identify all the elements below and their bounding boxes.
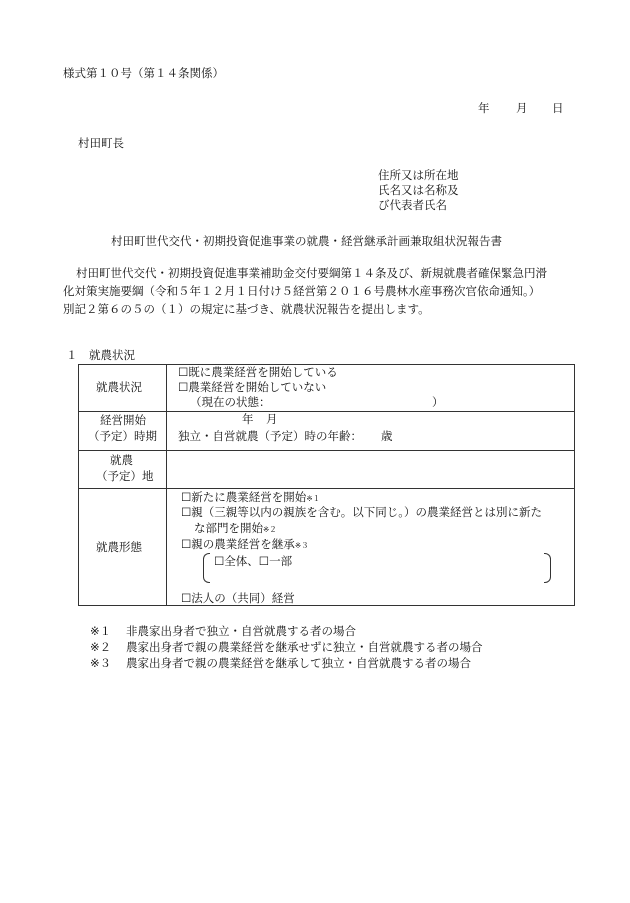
inherit-scope-checkboxes[interactable]: ☐全体、☐一部 — [214, 554, 293, 568]
row-start-label-line1: 経営開始 — [100, 413, 146, 427]
start-month-label: 月 — [266, 412, 278, 426]
document-title: 村田町世代交代・初期投資促進事業の就農・経営継承計画兼取組状況報告書 — [111, 234, 502, 248]
section1-heading: １ 就農状況 — [66, 348, 135, 362]
current-state-open: （現在の状態： — [190, 395, 271, 409]
form-option-new-checkbox[interactable] — [181, 492, 320, 504]
footnote-text: 農家出身者で親の農業経営を継承して独立・自営就農する者の場合 — [126, 656, 471, 670]
applicant-name-label-line1: 氏名又は名称及 — [378, 183, 459, 197]
date-year-label: 年 — [478, 101, 490, 115]
row-location-label-line1: 就農 — [110, 453, 133, 467]
form-option-inherit-note: ※３ — [294, 541, 309, 550]
form-option-separate-line2 — [194, 523, 277, 535]
body-text-line3: 別記２第６の５の（１）の規定に基づき、就農状況報告を提出します。 — [63, 302, 430, 316]
body-text-line2: 化対策実施要綱（令和５年１２月１日付け５経営第２０１６号農林水産事務次官依命通知。） — [63, 284, 541, 298]
status-option-not-started-checkbox[interactable]: ☐農業経営を開始していない — [178, 380, 327, 394]
row-location-label-line2: （予定）地 — [96, 469, 154, 483]
form-option-separate-note: ※２ — [263, 525, 277, 534]
applicant-name-label-line2: び代表者氏名 — [378, 198, 447, 212]
form-option-corporate-checkbox[interactable]: ☐法人の（共同）経営 — [181, 591, 295, 605]
row-form-label: 就農形態 — [96, 540, 142, 554]
current-state-close: ） — [432, 395, 444, 409]
status-option-started-checkbox[interactable]: ☐既に農業経営を開始している — [178, 365, 338, 379]
right-bracket — [544, 553, 551, 583]
start-age-unit: 歳 — [381, 429, 393, 443]
footnote-text: 非農家出身者で独立・自営就農する者の場合 — [126, 624, 356, 638]
footnote-mark: ※１ — [90, 624, 112, 638]
form-option-new-note: ※１ — [306, 494, 321, 503]
start-age-label: 独立・自営就農（予定）時の年齢： — [178, 429, 362, 443]
date-day-label: 日 — [552, 101, 564, 115]
addressee: 村田町長 — [78, 136, 124, 150]
body-text-line1: 村田町世代交代・初期投資促進事業補助金交付要綱第１４条及び、新規就農者確保緊急円滑 — [76, 266, 548, 280]
row-status-label: 就農状況 — [96, 380, 142, 394]
form-number: 様式第１０号（第１４条関係） — [63, 66, 224, 80]
form-option-new-label: ☐新たに農業経営を開始 — [181, 490, 307, 504]
footnote-text: 農家出身者で親の農業経営を継承せずに独立・自営就農する者の場合 — [126, 640, 483, 654]
footnote-mark: ※２ — [90, 640, 112, 654]
footnote-mark: ※３ — [90, 656, 112, 670]
start-year-label: 年 — [242, 412, 254, 426]
form-option-separate-label-line2: な部門を開始 — [194, 521, 263, 535]
left-bracket — [203, 553, 210, 583]
form-option-inherit-label: ☐親の農業経営を継承 — [181, 537, 295, 551]
date-month-label: 月 — [516, 101, 528, 115]
form-option-separate-checkbox[interactable]: ☐親（三親等以内の親族を含む。以下同じ。）の農業経営とは別に新た — [181, 505, 543, 519]
form-option-inherit-checkbox[interactable] — [181, 539, 309, 551]
row-start-label-line2: （予定）時期 — [88, 429, 157, 443]
applicant-address-label: 住所又は所在地 — [378, 168, 459, 182]
